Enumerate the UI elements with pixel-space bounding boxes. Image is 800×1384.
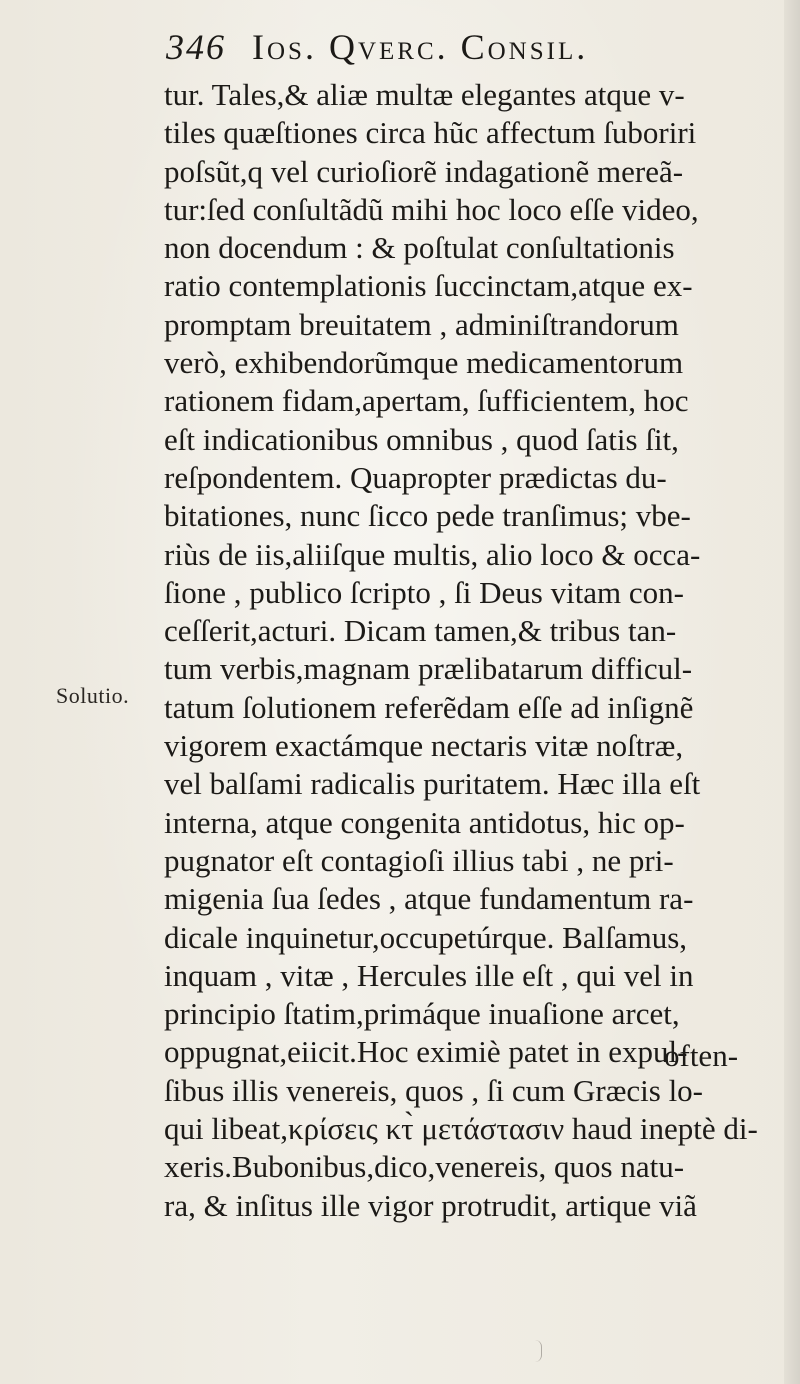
running-head [166,26,726,68]
page-edge-shadow [784,0,800,1384]
catchword: often- [664,1038,739,1073]
running-title: Ios. Qverc. Consil. [252,27,589,67]
text-line: dicale inquinetur,occupetúrque. Balſamus, [164,919,688,955]
text-line: pugnator eſt contagioſi illius tabi , ne pri- [164,842,674,878]
text-line: principio ſtatim,primáque inuaſione arcet, [164,996,680,1032]
text-line: ſione , publico ſcripto , ſi Deus vitam con- [164,574,685,610]
text-line: ra, & inſitus ille vigor protrudit, artique viã [164,1187,697,1223]
text-line: tiles quæſtiones circa hũc affectum ſuboriri [164,115,697,151]
text-line: tum verbis,magnam prælibatarum difficul- [164,651,693,687]
text-line: rationem fidam,apertam, ſufficientem, hoc [164,383,689,419]
text-line: promptam breuitatem , adminiſtrandorum [164,306,679,342]
text-line: vigorem exactámque nectaris vitæ noſtræ, [164,728,684,764]
text-line: vel balſami radicalis puritatem. Hæc illa eſt [164,766,701,802]
text-line: poſsũt,q vel curioſiorẽ indagationẽ mereã- [164,153,684,189]
text-line: migenia ſua ſedes , atque fundamentum ra- [164,881,694,917]
text-line: xeris.Bubonibus,dico,venereis, quos natu- [164,1149,685,1185]
text-line: non docendum : & poſtulat conſultationis [164,230,675,266]
text-line: oppugnat,eiicit.Hoc eximiè patet in expul- [164,1034,688,1070]
text-line: interna, atque congenita antidotus, hic op- [164,804,685,840]
text-line: ratio contemplationis ſuccinctam,atque ex- [164,268,693,304]
page-number: 346 [166,27,226,67]
text-line: tur. Tales,& aliæ multæ elegantes atque v- [164,77,685,112]
text-line: riùs de iis,aliiſque multis, alio loco & occa- [164,536,701,572]
text-line: eſt indicationibus omnibus , quod ſatis ſit, [164,421,679,457]
text-line: reſpondentem. Quapropter prædictas du- [164,459,667,495]
text-line: ceſſerit,acturi. Dicam tamen,& tribus tan- [164,613,677,649]
text-line: tatum ſolutionem referẽdam eſſe ad inſignẽ [164,689,694,725]
text-line: ſibus illis venereis, quos , ſi cum Græcis lo- [164,1072,704,1108]
text-line: qui libeat,κρίσεις κτ̀ μετάστασιν haud ineptè di- [164,1111,758,1147]
paper-blemish [535,1340,542,1362]
marginal-note: Solutio. [56,683,130,708]
text-line: verò, exhibendorũmque medicamentorum [164,345,684,381]
text-line: tur:ſed conſultãdũ mihi hoc loco eſſe video, [164,191,699,227]
text-line: inquam , vitæ , Hercules ille eſt , qui vel in [164,957,694,993]
text-line: bitationes, nunc ſicco pede tranſimus; vbe- [164,498,691,534]
